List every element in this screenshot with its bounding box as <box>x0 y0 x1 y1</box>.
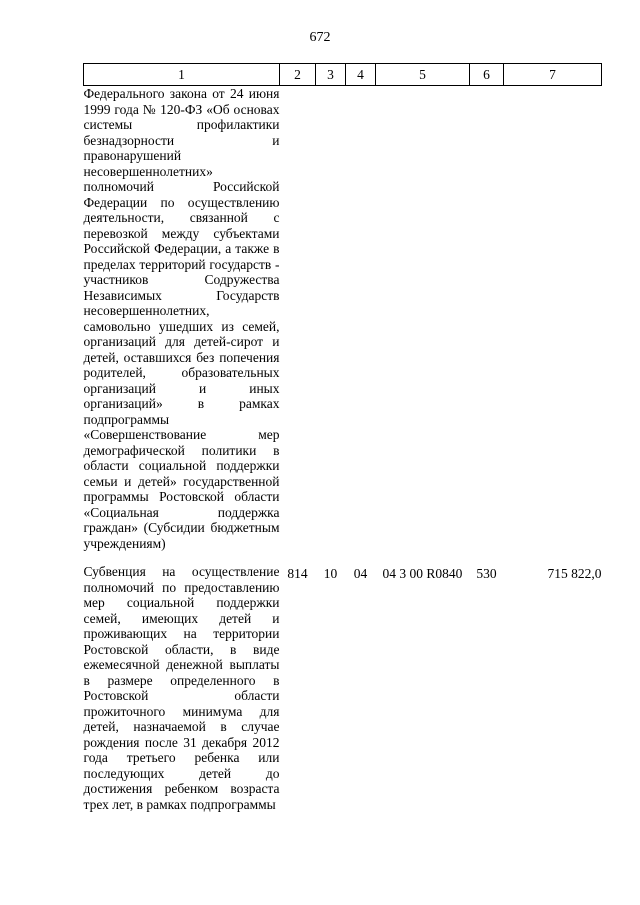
column-header-2: 2 <box>280 64 316 86</box>
table-row <box>84 560 602 812</box>
row-col5: 04 3 00 R0840 <box>382 566 463 581</box>
column-header-7: 7 <box>504 64 602 86</box>
row-col7: 715 822,0 <box>547 566 602 581</box>
row-col7 <box>504 86 602 561</box>
row-col4: 04 <box>353 566 368 581</box>
table-header-row <box>84 64 602 86</box>
row-col3: 10 <box>323 566 338 581</box>
column-header-1: 1 <box>84 64 280 86</box>
budget-table <box>83 63 602 812</box>
row-col2: 814 <box>287 566 308 581</box>
row-col6 <box>470 86 504 561</box>
column-header-4: 4 <box>346 64 376 86</box>
row-col2 <box>280 86 316 561</box>
row-col4 <box>346 86 376 561</box>
table-row <box>84 86 602 561</box>
page-number: 672 <box>309 30 331 45</box>
column-header-5: 5 <box>376 64 470 86</box>
row-description: Федерального закона от 24 июня 1999 года № 120-ФЗ «Об основах системы профилактики безнадзорности и правонарушений несовершеннолетних» полномочий Российской Федерации по осуществлению деятельности, связанной с перевозкой между субъектами Российской Федерации, а также в пределах территорий государств - участников Содружества Независимых Государств несовершеннолетних, самовольно ушедших из семей, организаций для детей-сирот и детей, оставшихся без попечения родителей, образовательных организаций и иных организаций» в рамках подпрограммы «Совершенствование мер демографической политики в области социальной поддержки семьи и детей» государственной программы Ростовской области «Социальная поддержка граждан» (Субсидии бюджетным учреждениям) <box>83 86 280 551</box>
row-description: Субвенция на осуществление полномочий по предоставлению мер социальной поддержки семей, имеющих детей и проживающих на территории Ростовской области, в виде ежемесячной денежной выплаты в размере определенного в Ростовской области прожиточного минимума для детей, назначаемой в случае рождения после 31 декабря 2012 года третьего ребенка или последующих детей до достижения ребенком возраста трех лет, в рамках подпрограммы <box>83 564 280 812</box>
row-col3 <box>316 86 346 561</box>
column-header-6: 6 <box>470 64 504 86</box>
row-col6: 530 <box>476 566 497 581</box>
row-col5 <box>376 86 470 561</box>
column-header-3: 3 <box>316 64 346 86</box>
